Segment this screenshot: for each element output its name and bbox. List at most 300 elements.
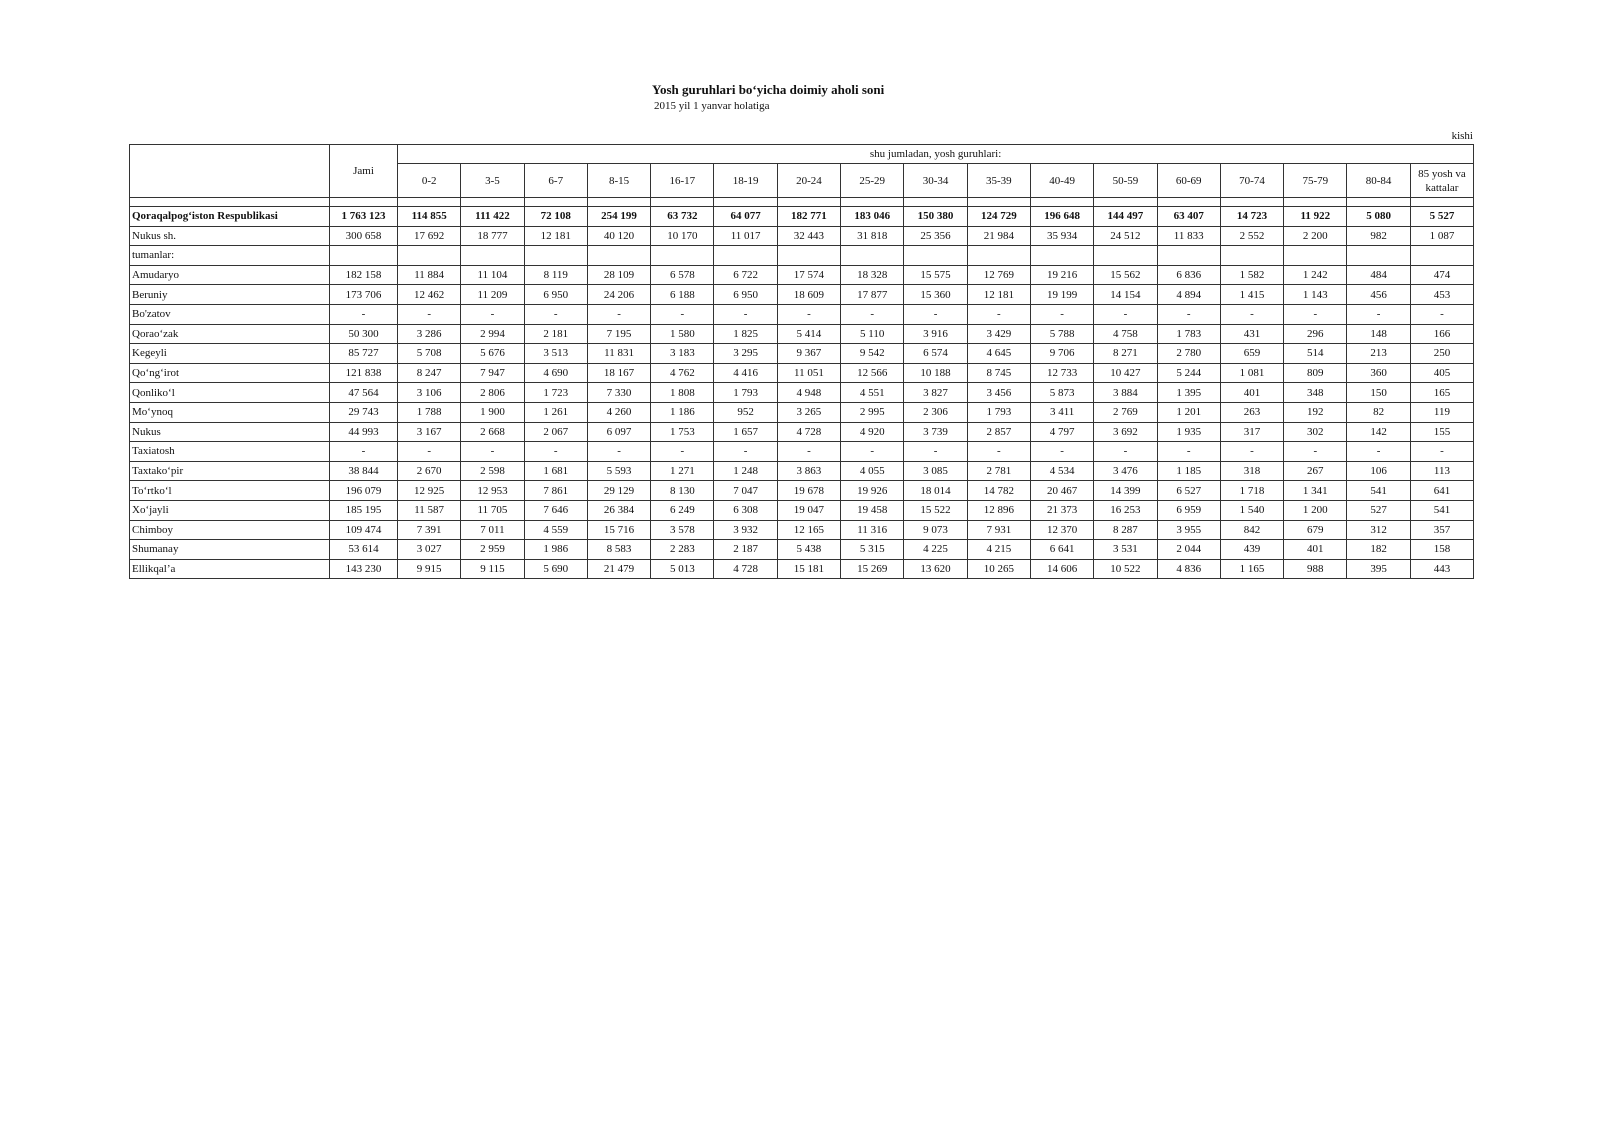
age-group-cell: 5 676 <box>461 344 524 364</box>
age-group-cell: 7 047 <box>714 481 777 501</box>
age-group-cell: 1 087 <box>1410 226 1473 246</box>
age-group-cell: 7 947 <box>461 363 524 383</box>
age-group-cell: 15 575 <box>904 265 967 285</box>
age-group-cell: 119 <box>1410 402 1473 422</box>
age-group-cell: - <box>1347 442 1410 462</box>
age-group-header: 6-7 <box>524 164 587 198</box>
age-group-cell: 659 <box>1220 344 1283 364</box>
age-group-cell: 3 513 <box>524 344 587 364</box>
age-group-cell: 7 646 <box>524 500 587 520</box>
age-group-cell: 7 011 <box>461 520 524 540</box>
age-group-cell: 5 013 <box>651 559 714 579</box>
age-group-cell: - <box>1094 304 1157 324</box>
age-group-header: 60-69 <box>1157 164 1220 198</box>
age-group-cell: 1 808 <box>651 383 714 403</box>
age-group-cell: 8 247 <box>398 363 461 383</box>
age-group-cell: - <box>904 304 967 324</box>
table-row <box>130 246 1474 266</box>
age-group-cell: 14 606 <box>1030 559 1093 579</box>
total-cell: 1 763 123 <box>330 207 398 227</box>
age-group-cell: - <box>1157 304 1220 324</box>
age-group-cell: 12 370 <box>1030 520 1093 540</box>
age-group-cell: 150 <box>1347 383 1410 403</box>
age-group-cell: - <box>714 442 777 462</box>
age-group-cell: 21 984 <box>967 226 1030 246</box>
age-group-cell: 6 574 <box>904 344 967 364</box>
age-group-cell: 4 416 <box>714 363 777 383</box>
age-group-cell: 10 188 <box>904 363 967 383</box>
age-group-cell: - <box>841 442 904 462</box>
age-group-cell: 842 <box>1220 520 1283 540</box>
age-group-header: 18-19 <box>714 164 777 198</box>
age-group-cell: 541 <box>1347 481 1410 501</box>
age-group-cell: 9 367 <box>777 344 840 364</box>
age-group-cell: 484 <box>1347 265 1410 285</box>
unit-label: kishi <box>1451 130 1473 142</box>
age-group-cell: 14 154 <box>1094 285 1157 305</box>
region-name-cell: Nukus sh. <box>130 226 330 246</box>
age-group-cell: 3 411 <box>1030 402 1093 422</box>
age-group-cell: 3 578 <box>651 520 714 540</box>
age-group-cell: 4 645 <box>967 344 1030 364</box>
age-group-cell: 5 315 <box>841 540 904 560</box>
age-group-cell <box>587 246 650 266</box>
age-group-cell: 182 771 <box>777 207 840 227</box>
total-cell: 143 230 <box>330 559 398 579</box>
age-group-cell: 11 587 <box>398 500 461 520</box>
age-group-cell: 443 <box>1410 559 1473 579</box>
age-group-cell: 3 884 <box>1094 383 1157 403</box>
age-group-cell: 12 566 <box>841 363 904 383</box>
table-row <box>130 363 1474 383</box>
age-group-cell: 8 119 <box>524 265 587 285</box>
age-group-cell: 318 <box>1220 461 1283 481</box>
age-group-header: 3-5 <box>461 164 524 198</box>
region-name-cell: Qoraqalpog‘iston Respublikasi <box>130 207 330 227</box>
age-group-cell: 20 467 <box>1030 481 1093 501</box>
age-group-cell: 3 027 <box>398 540 461 560</box>
age-group-header: 85 yosh va kattalar <box>1410 164 1473 198</box>
age-group-cell: 3 827 <box>904 383 967 403</box>
age-group-cell: 11 705 <box>461 500 524 520</box>
age-group-cell: 2 598 <box>461 461 524 481</box>
age-group-cell: 13 620 <box>904 559 967 579</box>
age-group-cell: 4 836 <box>1157 559 1220 579</box>
age-group-cell: 18 609 <box>777 285 840 305</box>
age-group-cell: 1 261 <box>524 402 587 422</box>
age-group-cell: 4 690 <box>524 363 587 383</box>
age-group-cell: 456 <box>1347 285 1410 305</box>
age-group-cell <box>1284 246 1347 266</box>
age-group-cell: 6 950 <box>524 285 587 305</box>
age-group-cell: 1 200 <box>1284 500 1347 520</box>
age-group-cell: 12 733 <box>1030 363 1093 383</box>
total-cell: 85 727 <box>330 344 398 364</box>
age-group-cell: 3 692 <box>1094 422 1157 442</box>
age-group-cell: 18 328 <box>841 265 904 285</box>
age-group-cell: 3 183 <box>651 344 714 364</box>
region-name-cell: Chimboy <box>130 520 330 540</box>
age-group-cell: 405 <box>1410 363 1473 383</box>
region-name-cell: Shumanay <box>130 540 330 560</box>
age-group-cell <box>1410 246 1473 266</box>
age-group-cell: 952 <box>714 402 777 422</box>
age-group-cell: 82 <box>1347 402 1410 422</box>
total-cell <box>330 246 398 266</box>
age-group-cell: 12 165 <box>777 520 840 540</box>
age-group-cell: - <box>1410 304 1473 324</box>
age-group-cell: - <box>1094 442 1157 462</box>
age-group-cell: 106 <box>1347 461 1410 481</box>
region-name-cell: Qo‘ng‘irot <box>130 363 330 383</box>
age-group-cell: 29 129 <box>587 481 650 501</box>
age-group-header: 70-74 <box>1220 164 1283 198</box>
age-group-cell: 166 <box>1410 324 1473 344</box>
age-group-cell: 4 728 <box>777 422 840 442</box>
total-cell: 47 564 <box>330 383 398 403</box>
age-group-cell: 28 109 <box>587 265 650 285</box>
age-group-cell: - <box>587 304 650 324</box>
age-group-cell <box>398 246 461 266</box>
age-group-header: 80-84 <box>1347 164 1410 198</box>
age-group-cell: 2 552 <box>1220 226 1283 246</box>
age-group-cell: 7 931 <box>967 520 1030 540</box>
total-cell: 53 614 <box>330 540 398 560</box>
age-group-cell: 24 512 <box>1094 226 1157 246</box>
age-group-cell: 4 920 <box>841 422 904 442</box>
age-group-cell: 395 <box>1347 559 1410 579</box>
age-group-cell <box>1157 246 1220 266</box>
age-group-header: 20-24 <box>777 164 840 198</box>
age-group-cell <box>1347 246 1410 266</box>
age-group-cell: 3 167 <box>398 422 461 442</box>
total-cell: - <box>330 442 398 462</box>
age-group-cell: 10 265 <box>967 559 1030 579</box>
age-group-cell: - <box>967 304 1030 324</box>
age-group-cell: - <box>524 442 587 462</box>
age-group-cell: 3 265 <box>777 402 840 422</box>
age-group-cell: 144 497 <box>1094 207 1157 227</box>
age-group-cell: 19 216 <box>1030 265 1093 285</box>
total-cell: 182 158 <box>330 265 398 285</box>
region-name-cell: Taxtako‘pir <box>130 461 330 481</box>
age-group-cell: 3 456 <box>967 383 1030 403</box>
age-group-cell: 7 861 <box>524 481 587 501</box>
age-group-cell: - <box>1410 442 1473 462</box>
age-group-cell: 14 723 <box>1220 207 1283 227</box>
age-group-cell: 8 745 <box>967 363 1030 383</box>
age-group-cell: 11 884 <box>398 265 461 285</box>
age-group-cell: 155 <box>1410 422 1473 442</box>
age-group-cell: 1 986 <box>524 540 587 560</box>
age-group-cell: 1 165 <box>1220 559 1283 579</box>
region-name-cell: Qonliko‘l <box>130 383 330 403</box>
age-group-cell: - <box>461 304 524 324</box>
age-group-cell: 5 708 <box>398 344 461 364</box>
age-group-cell: 2 806 <box>461 383 524 403</box>
age-group-cell: 3 429 <box>967 324 1030 344</box>
page-subtitle: 2015 yil 1 yanvar holatiga <box>654 100 770 112</box>
age-group-cell: 15 269 <box>841 559 904 579</box>
age-group-cell: - <box>1030 442 1093 462</box>
age-group-cell: 12 181 <box>967 285 1030 305</box>
age-group-cell: 5 110 <box>841 324 904 344</box>
age-group-cell <box>651 246 714 266</box>
age-group-header: 50-59 <box>1094 164 1157 198</box>
age-group-cell: 72 108 <box>524 207 587 227</box>
age-group-cell: 1 718 <box>1220 481 1283 501</box>
age-group-cell: 9 706 <box>1030 344 1093 364</box>
age-group-cell <box>904 246 967 266</box>
age-group-cell <box>777 246 840 266</box>
age-group-cell: 5 438 <box>777 540 840 560</box>
age-group-cell: - <box>1220 442 1283 462</box>
table-row <box>130 422 1474 442</box>
age-group-cell: 21 479 <box>587 559 650 579</box>
age-group-cell: 3 916 <box>904 324 967 344</box>
region-name-cell: Xo‘jayli <box>130 500 330 520</box>
age-group-cell: 35 934 <box>1030 226 1093 246</box>
age-group-cell: 6 959 <box>1157 500 1220 520</box>
age-group-cell: 1 788 <box>398 402 461 422</box>
age-group-cell: 1 341 <box>1284 481 1347 501</box>
age-group-cell: 31 818 <box>841 226 904 246</box>
age-group-cell: 5 873 <box>1030 383 1093 403</box>
age-group-cell: 113 <box>1410 461 1473 481</box>
age-group-cell: 111 422 <box>461 207 524 227</box>
age-group-cell: 11 833 <box>1157 226 1220 246</box>
age-group-cell: 1 185 <box>1157 461 1220 481</box>
age-group-cell: 63 732 <box>651 207 714 227</box>
region-name-cell: Qorao‘zak <box>130 324 330 344</box>
table-row <box>130 559 1474 579</box>
region-name-cell: Bo'zatov <box>130 304 330 324</box>
age-group-cell: 25 356 <box>904 226 967 246</box>
age-group-cell: 10 170 <box>651 226 714 246</box>
age-group-cell: 11 051 <box>777 363 840 383</box>
age-group-cell: 11 316 <box>841 520 904 540</box>
age-group-cell: 4 948 <box>777 383 840 403</box>
age-group-header: 0-2 <box>398 164 461 198</box>
age-group-cell: 1 825 <box>714 324 777 344</box>
age-group-cell: 63 407 <box>1157 207 1220 227</box>
age-group-cell: 19 458 <box>841 500 904 520</box>
age-group-cell: 4 894 <box>1157 285 1220 305</box>
age-group-cell: 7 195 <box>587 324 650 344</box>
age-group-cell: 6 950 <box>714 285 777 305</box>
age-group-cell: 1 582 <box>1220 265 1283 285</box>
age-group-cell: - <box>841 304 904 324</box>
age-group-cell <box>524 246 587 266</box>
age-group-cell: 4 559 <box>524 520 587 540</box>
age-group-cell: 348 <box>1284 383 1347 403</box>
age-group-cell: - <box>1347 304 1410 324</box>
region-name-cell: Kegeyli <box>130 344 330 364</box>
age-group-cell: 3 739 <box>904 422 967 442</box>
table-row <box>130 442 1474 462</box>
age-group-cell: 12 769 <box>967 265 1030 285</box>
age-group-cell: 2 306 <box>904 402 967 422</box>
age-group-cell: - <box>1284 304 1347 324</box>
age-group-cell: 7 391 <box>398 520 461 540</box>
age-group-cell: 6 722 <box>714 265 777 285</box>
age-group-cell: - <box>461 442 524 462</box>
age-group-cell: 439 <box>1220 540 1283 560</box>
age-group-cell: 12 953 <box>461 481 524 501</box>
age-group-cell: 1 395 <box>1157 383 1220 403</box>
age-group-cell: 7 330 <box>587 383 650 403</box>
age-group-cell: 5 690 <box>524 559 587 579</box>
age-group-cell: 15 562 <box>1094 265 1157 285</box>
age-group-cell: 4 215 <box>967 540 1030 560</box>
age-group-cell: 15 522 <box>904 500 967 520</box>
table-row <box>130 304 1474 324</box>
age-group-cell: 431 <box>1220 324 1283 344</box>
age-group-cell: 254 199 <box>587 207 650 227</box>
age-group-cell: 679 <box>1284 520 1347 540</box>
total-cell: - <box>330 304 398 324</box>
age-group-header: 35-39 <box>967 164 1030 198</box>
age-group-cell: 3 295 <box>714 344 777 364</box>
age-group-cell: 1 783 <box>1157 324 1220 344</box>
age-group-cell: 514 <box>1284 344 1347 364</box>
age-group-cell: 18 014 <box>904 481 967 501</box>
age-group-cell: 2 181 <box>524 324 587 344</box>
age-group-cell: 17 877 <box>841 285 904 305</box>
total-cell: 29 743 <box>330 402 398 422</box>
age-group-cell: 3 955 <box>1157 520 1220 540</box>
age-group-cell: 3 106 <box>398 383 461 403</box>
total-cell: 173 706 <box>330 285 398 305</box>
age-group-cell: 6 188 <box>651 285 714 305</box>
age-group-cell: 2 995 <box>841 402 904 422</box>
table-row <box>130 481 1474 501</box>
total-column-header: Jami <box>330 145 398 198</box>
age-group-cell: 317 <box>1220 422 1283 442</box>
age-group-cell: 6 249 <box>651 500 714 520</box>
age-group-cell: 263 <box>1220 402 1283 422</box>
age-group-cell: 9 915 <box>398 559 461 579</box>
age-group-cell: 19 678 <box>777 481 840 501</box>
age-group-cell: 988 <box>1284 559 1347 579</box>
age-group-cell: 296 <box>1284 324 1347 344</box>
header-spacer-row <box>130 198 1474 207</box>
age-group-cell: - <box>651 304 714 324</box>
age-group-cell: 6 527 <box>1157 481 1220 501</box>
age-group-cell: 142 <box>1347 422 1410 442</box>
age-group-cell: 2 780 <box>1157 344 1220 364</box>
age-group-cell: 4 055 <box>841 461 904 481</box>
age-group-cell <box>1094 246 1157 266</box>
age-group-cell: 5 080 <box>1347 207 1410 227</box>
table-row <box>130 383 1474 403</box>
age-group-cell: 17 692 <box>398 226 461 246</box>
age-group-cell: 18 167 <box>587 363 650 383</box>
age-group-cell: 2 769 <box>1094 402 1157 422</box>
age-group-cell: 541 <box>1410 500 1473 520</box>
age-group-cell: 8 271 <box>1094 344 1157 364</box>
age-group-cell: 2 067 <box>524 422 587 442</box>
region-column-header <box>130 145 330 198</box>
total-cell: 50 300 <box>330 324 398 344</box>
region-name-cell: Taxiatosh <box>130 442 330 462</box>
age-group-cell: 5 414 <box>777 324 840 344</box>
age-group-cell: 8 583 <box>587 540 650 560</box>
age-group-cell: 9 115 <box>461 559 524 579</box>
age-group-cell: 4 728 <box>714 559 777 579</box>
total-cell: 185 195 <box>330 500 398 520</box>
age-group-cell: - <box>777 442 840 462</box>
age-group-cell: 357 <box>1410 520 1473 540</box>
age-group-cell: 6 308 <box>714 500 777 520</box>
age-group-cell: 453 <box>1410 285 1473 305</box>
region-name-cell: Mo‘ynoq <box>130 402 330 422</box>
age-group-cell: 4 797 <box>1030 422 1093 442</box>
age-group-cell: - <box>524 304 587 324</box>
age-group-header: 30-34 <box>904 164 967 198</box>
age-group-cell: - <box>1220 304 1283 324</box>
age-group-cell: - <box>1157 442 1220 462</box>
age-group-header: 25-29 <box>841 164 904 198</box>
age-group-cell: 1 186 <box>651 402 714 422</box>
age-group-cell: 4 758 <box>1094 324 1157 344</box>
age-group-cell: 474 <box>1410 265 1473 285</box>
table-row <box>130 324 1474 344</box>
age-group-cell <box>714 246 777 266</box>
age-group-header: 8-15 <box>587 164 650 198</box>
age-group-cell: 9 542 <box>841 344 904 364</box>
age-group-cell: 1 657 <box>714 422 777 442</box>
age-group-cell: 10 522 <box>1094 559 1157 579</box>
table-row <box>130 520 1474 540</box>
age-group-cell: 3 932 <box>714 520 777 540</box>
age-group-cell: 401 <box>1284 540 1347 560</box>
age-group-cell: - <box>587 442 650 462</box>
age-group-cell: 9 073 <box>904 520 967 540</box>
region-name-cell: Amudaryo <box>130 265 330 285</box>
age-group-cell: 2 668 <box>461 422 524 442</box>
age-group-cell: 2 187 <box>714 540 777 560</box>
age-group-cell <box>841 246 904 266</box>
age-group-cell: 1 081 <box>1220 363 1283 383</box>
age-group-cell: 192 <box>1284 402 1347 422</box>
age-group-header: 16-17 <box>651 164 714 198</box>
age-group-cell: 150 380 <box>904 207 967 227</box>
age-group-cell: 213 <box>1347 344 1410 364</box>
age-group-cell: 4 551 <box>841 383 904 403</box>
age-group-cell: 124 729 <box>967 207 1030 227</box>
age-group-cell: 1 753 <box>651 422 714 442</box>
age-group-cell: - <box>904 442 967 462</box>
age-group-cell: 401 <box>1220 383 1283 403</box>
table-row <box>130 207 1474 227</box>
age-group-cell: 1 540 <box>1220 500 1283 520</box>
age-group-cell: 809 <box>1284 363 1347 383</box>
age-group-cell: 15 716 <box>587 520 650 540</box>
age-group-cell: 1 900 <box>461 402 524 422</box>
age-group-cell: 1 242 <box>1284 265 1347 285</box>
age-group-cell: 2 857 <box>967 422 1030 442</box>
age-group-cell: 165 <box>1410 383 1473 403</box>
age-group-cell: 32 443 <box>777 226 840 246</box>
age-group-cell: 2 283 <box>651 540 714 560</box>
age-group-cell: - <box>1284 442 1347 462</box>
age-group-cell <box>1220 246 1283 266</box>
age-group-cell: - <box>967 442 1030 462</box>
age-group-cell: 148 <box>1347 324 1410 344</box>
age-group-cell: 19 199 <box>1030 285 1093 305</box>
age-group-cell: 4 260 <box>587 402 650 422</box>
